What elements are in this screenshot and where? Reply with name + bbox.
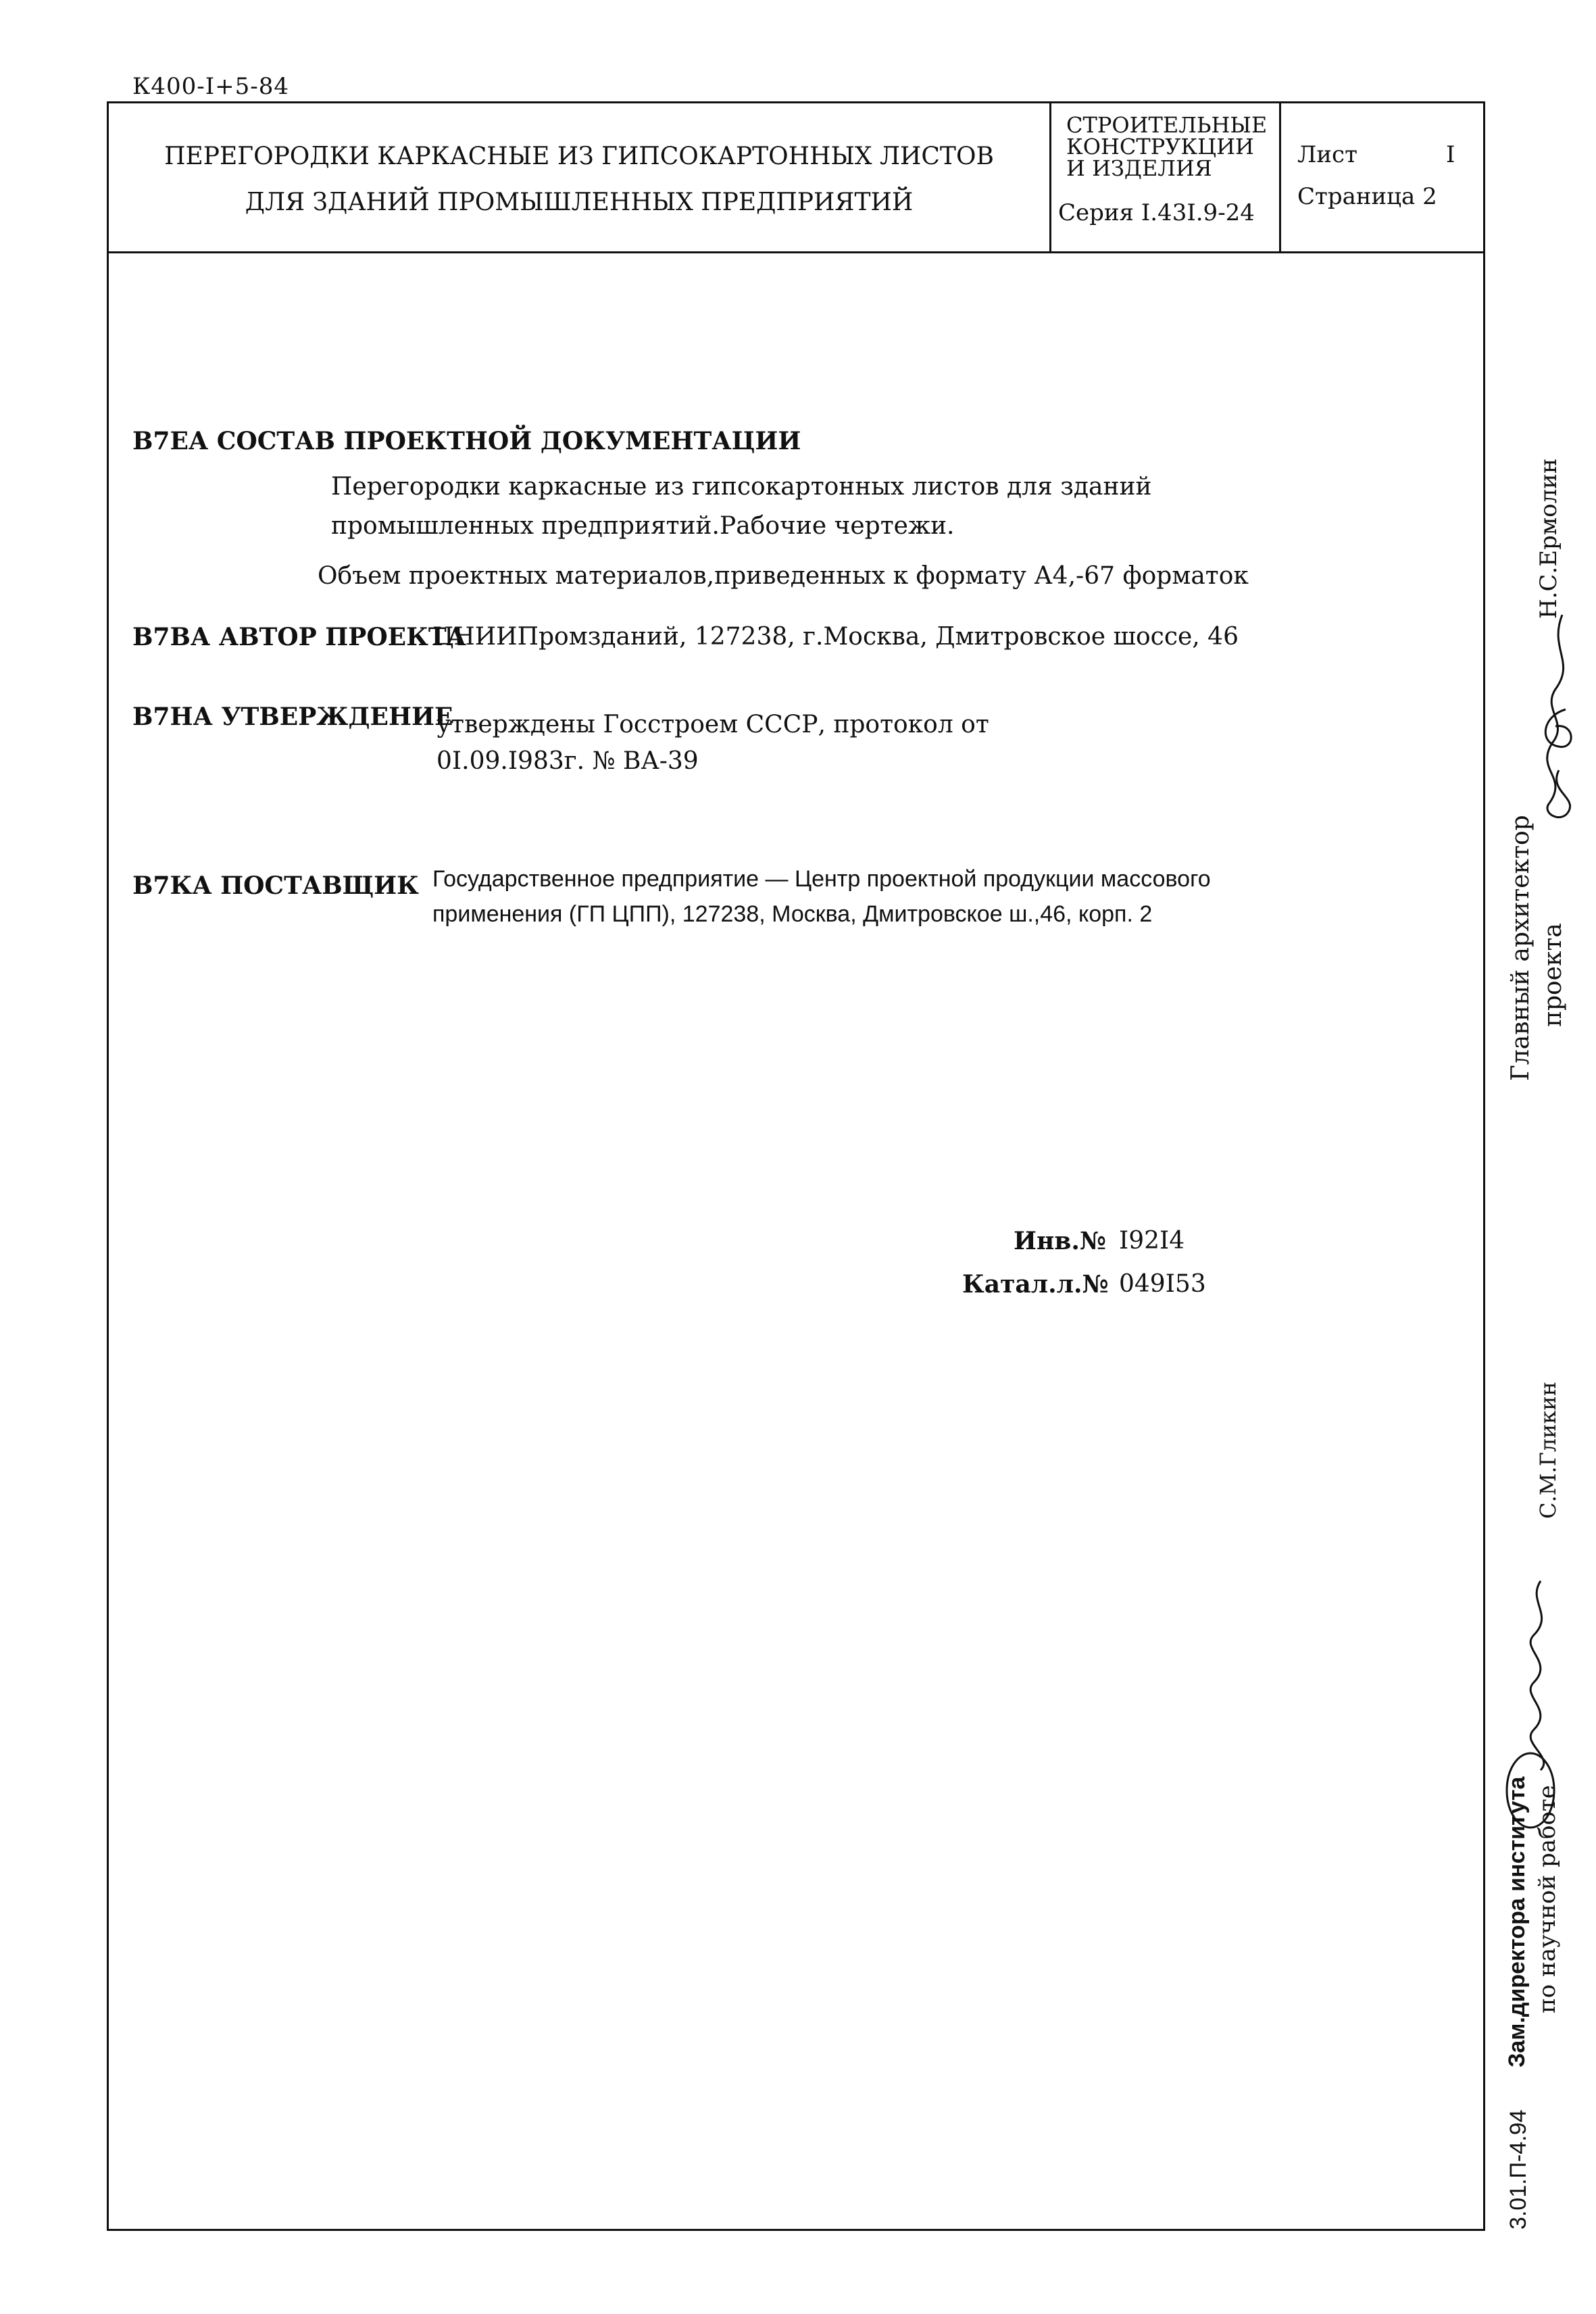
architect-name: Н.С.Ермолин: [1535, 458, 1562, 619]
title-cell: [109, 103, 1051, 251]
composition-label: В7ЕА СОСТАВ ПРОЕКТНОЙ ДОКУМЕНТАЦИИ: [132, 427, 801, 455]
inventory-label: Инв.№: [1014, 1227, 1107, 1255]
architect-title-line2: проекта: [1539, 923, 1567, 1027]
catalog-label: Катал.л.№: [962, 1270, 1109, 1299]
catalog-number: 049I53: [1119, 1270, 1206, 1298]
author-text: ЦНИИПромзданий, 127238, г.Москва, Дмитровское шоссе, 46: [432, 623, 1239, 651]
document-title-line2: ДЛЯ ЗДАНИЙ ПРОМЫШЛЕННЫХ ПРЕДПРИЯТИЙ: [245, 188, 914, 216]
document-code: К400-I+5-84: [132, 73, 289, 100]
supplier-text-line1: Государственное предприятие — Центр проектной продукции массового: [432, 866, 1211, 892]
title-block: [109, 103, 1483, 253]
document-frame: [107, 101, 1485, 2231]
supplier-text-line2: применения (ГП ЦПП), 127238, Москва, Дмитровское ш.,46, корп. 2: [432, 901, 1153, 927]
approval-stamp-code: 3.01.П-4.94: [1505, 2109, 1531, 2230]
approval-text-line1: утверждены Госстроем СССР, протокол от: [437, 711, 989, 738]
supplier-label: В7КА ПОСТАВЩИК: [132, 872, 419, 900]
sheet-label: Лист: [1297, 141, 1357, 168]
approval-text-line2: 0I.09.I983г. № ВА-39: [437, 747, 699, 775]
architect-signature-icon: [1528, 608, 1582, 831]
series-number: Серия I.43I.9-24: [1058, 199, 1255, 226]
approval-label: В7НА УТВЕРЖДЕНИЕ: [132, 703, 453, 731]
category-line3: И ИЗДЕЛИЯ: [1066, 155, 1212, 181]
sheet-cell: [1281, 103, 1487, 251]
author-label: В7ВА АВТОР ПРОЕКТА: [132, 623, 466, 651]
deputy-signature-icon: [1493, 1574, 1581, 1831]
deputy-title-line1: Зам.директора института: [1504, 1776, 1530, 2067]
deputy-name: С.М.Гликин: [1535, 1381, 1561, 1519]
sheet-number: I: [1446, 141, 1455, 168]
category-line2: КОНСТРУКЦИИ: [1066, 134, 1254, 159]
document-title-line1: ПЕРЕГОРОДКИ КАРКАСНЫЕ ИЗ ГИПСОКАРТОННЫХ ЛИСТОВ: [164, 143, 994, 170]
series-cell: [1051, 103, 1281, 251]
category-line1: СТРОИТЕЛЬНЫЕ: [1066, 112, 1268, 138]
volume-text: Объем проектных материалов,приведенных к формату А4,-67 форматок: [318, 562, 1249, 590]
deputy-title-line2: по научной работе: [1534, 1785, 1561, 2013]
inventory-number: I92I4: [1119, 1227, 1185, 1255]
composition-text-line1: Перегородки каркасные из гипсокартонных листов для зданий: [331, 473, 1152, 501]
architect-title-line1: Главный архитектор: [1507, 815, 1535, 1081]
composition-text-line2: промышленных предприятий.Рабочие чертежи.: [331, 512, 955, 540]
page-number: Страница 2: [1297, 183, 1437, 210]
